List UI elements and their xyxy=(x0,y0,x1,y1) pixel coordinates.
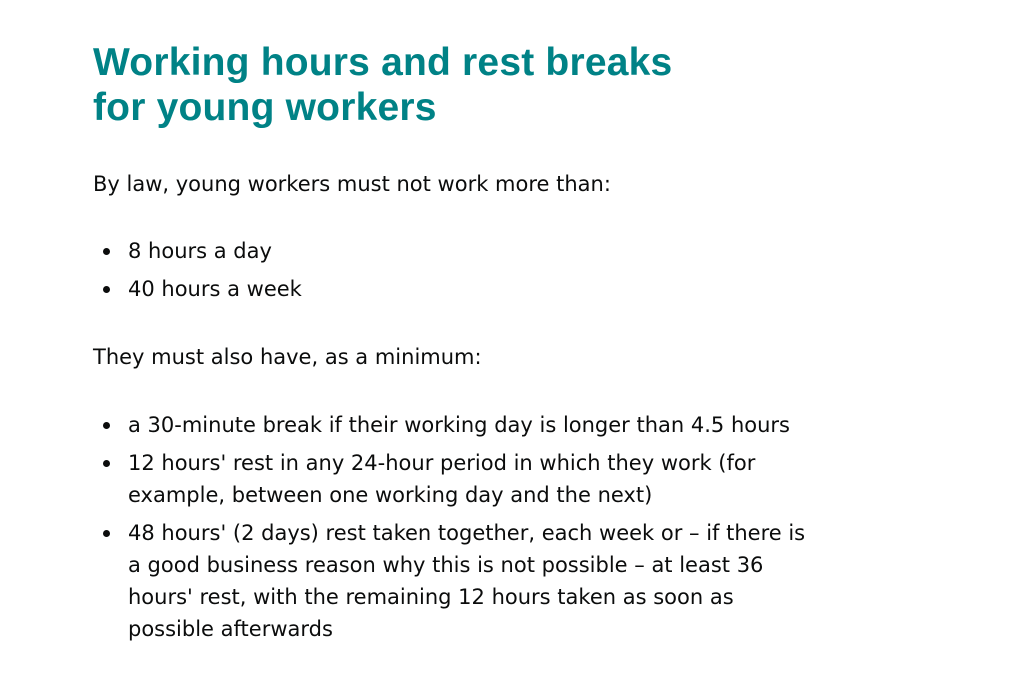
rest-minimum-list xyxy=(93,409,813,645)
working-limits-list xyxy=(93,235,813,305)
page-title: Working hours and rest breaks for young workers xyxy=(93,41,673,129)
list-item xyxy=(93,273,813,305)
list-item xyxy=(93,447,813,511)
list-item xyxy=(93,517,813,645)
list-item xyxy=(93,409,813,441)
bullet-icon xyxy=(103,460,110,467)
bullet-icon xyxy=(103,248,110,255)
list-item xyxy=(93,235,813,267)
working-limits-intro: By law, young workers must not work more than: xyxy=(93,172,611,196)
list-item-text: 40 hours a week xyxy=(128,277,302,301)
list-item-text: 12 hours' rest in any 24-hour period in which they work (for example, between one working day and the next) xyxy=(128,451,756,507)
bullet-icon xyxy=(103,530,110,537)
list-item-text: 8 hours a day xyxy=(128,239,272,263)
list-item-text: 48 hours' (2 days) rest taken together, each week or – if there is a good business reason why this is not possible – at least 36 hours' rest, with the remaining 12 hours taken as soon as possible afterwards xyxy=(128,521,806,641)
rest-minimum-intro: They must also have, as a minimum: xyxy=(93,345,482,369)
list-item-text: a 30-minute break if their working day is longer than 4.5 hours xyxy=(128,413,791,437)
bullet-icon xyxy=(103,286,110,293)
bullet-icon xyxy=(103,422,110,429)
article-content xyxy=(93,40,813,651)
